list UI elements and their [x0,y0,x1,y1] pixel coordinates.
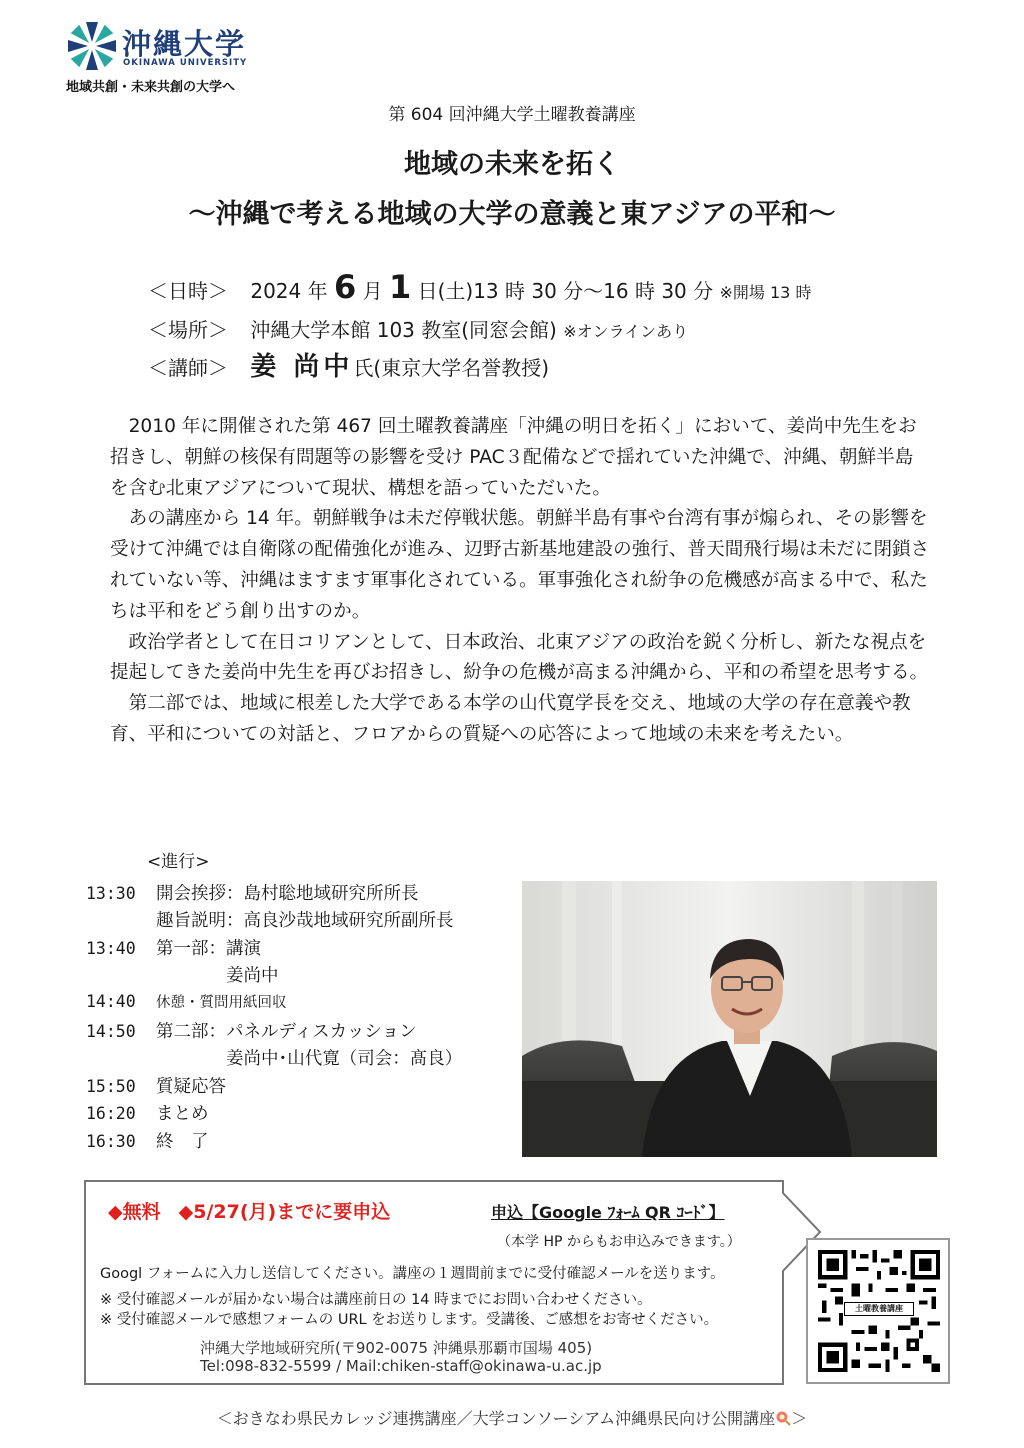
program-item [86,1100,209,1125]
date-row [148,268,811,306]
contact-tel-mail: Tel:098-832-5599 / Mail:chiken-staff@okinawa-u.ac.jp [200,1357,602,1375]
program-item [86,880,419,905]
program-text: 姜尚中･山代寛（司会：髙良） [156,1049,463,1069]
footer-end: ＞ [791,1409,808,1428]
program-text: 第一部：講演 [156,939,261,959]
date-year: 2024 年 [250,279,328,303]
apply-highlight [108,1197,390,1224]
apply-warning: ※ 受付確認メールが届かない場合は講座前日の 14 時までにお問い合わせください。 [100,1292,652,1308]
lecture-series: 第 604 回沖縄大学土曜教養講座 [388,105,636,125]
apply-link[interactable]: 申込【Google ﾌｫｰﾑ QR ｺｰﾄﾞ】 [491,1203,725,1222]
program-item [86,991,287,1012]
apply-instruction: Googl フォームに入力し送信してください。講座の１週間前までに受付確認メールを送ります。 [100,1266,725,1282]
free-label: ◆無料 [108,1201,161,1223]
description-paragraph: 第二部では、地域に根差した大学である本学の山代寛学長を交え、地域の大学の存在意義や教育、平和についての対話と、フロアからの質疑への応答によって地域の未来を考えたい。 [110,693,911,745]
place-note: ※オンラインあり [563,322,689,341]
program-time: 15:50 [86,1077,136,1096]
description [110,412,930,751]
program-time: 13:40 [86,939,136,958]
contact-address: 沖縄大学地域研究所(〒902-0075 沖縄県那覇市国場 405) [200,1339,593,1357]
description-paragraph: 政治学者として在日コリアンとして、日本政治、北東アジアの政治を鋭く分析し、新たな視点を提起してきた姜尚中先生を再びお招きし、紛争の危機が高まる沖縄から、平和の希望を思考する。 [110,631,929,684]
footer-note [0,1406,1024,1429]
page-title: 地域の未来を拓く [404,149,620,180]
program-time: 14:50 [86,1022,136,1041]
program-text: 休憩・質問用紙回収 [156,995,287,1011]
program-time: 13:30 [86,884,136,903]
description-paragraph: 2010 年に開催された第 467 回土曜教養講座「沖縄の明日を拓く」において、姜尚中先生をお招きし、朝鮮の核保有問題等の影響を受け PAC３配備などで揺れていた沖縄で、沖縄、朝鮮半島を含む北東アジアについて現状、構想を語っていただいた。 [110,416,917,499]
lecturer-photo [522,881,937,1157]
apply-feedback-note: ※ 受付確認メールで感想フォームの URL をお送りします。受講後、ご感想をお寄せください。 [100,1312,719,1328]
date-day: 1 [388,268,412,306]
program-text: 趣旨説明：高良沙哉地域研究所副所長 [156,911,454,931]
place-value: 沖縄大学本館 103 教室(同窓会館) [250,318,557,342]
deadline-label: ◆5/27(月)までに要申込 [178,1201,391,1223]
university-logo [66,20,286,95]
program-item [86,962,279,987]
program-heading: <進行> [147,852,210,872]
program-item [86,1045,462,1070]
logo-slogan: 地域共創・未来共創の大学へ [66,80,236,95]
date-note: ※開場 13 時 [719,283,812,302]
program-text: まとめ [156,1104,209,1124]
program-text: 質疑応答 [156,1077,226,1097]
pinwheel-logo-icon [66,20,118,72]
program-item [86,1128,209,1153]
page-subtitle: ～沖縄で考える地域の大学の意義と東アジアの平和～ [188,199,836,230]
program-item [86,907,454,932]
program-text: 開会挨拶：島村聡地域研究所所長 [156,884,419,904]
lecturer-suffix: 氏(東京大学名誉教授) [353,356,550,380]
logo-name-en: OKINAWA UNIVERSITY [123,58,248,68]
place-row [148,314,688,343]
lecturer-name: 姜 尚中 [250,352,354,382]
place-label: ＜場所＞ [148,318,228,342]
lecturer-row [148,346,549,383]
program-text: 終 了 [156,1132,209,1152]
date-rest: 日(土)13 時 30 分～16 時 30 分 [417,279,714,303]
qr-code-frame[interactable] [806,1238,950,1384]
date-month-unit: 月 [362,279,383,303]
apply-note: （本学 HP からもお申込みできます。） [497,1234,741,1250]
qr-label: 土曜教養講座 [844,1302,914,1316]
program-item [86,935,261,960]
program-time: 16:30 [86,1132,136,1151]
footer-text: ＜おきなわ県民カレッジ連携講座／大学コンソーシアム沖縄県民向け公開講座 [216,1409,776,1428]
program-time: 14:40 [86,992,136,1011]
program-text: 姜尚中 [156,966,279,986]
program-time: 16:20 [86,1104,136,1123]
logo-name: 沖縄大学 [122,27,247,61]
program-text: 第二部：パネルディスカッション [156,1022,417,1042]
program-item [86,1073,226,1098]
date-month: 6 [333,268,357,306]
description-paragraph: あの講座から 14 年。朝鮮戦争は未だ停戦状態。朝鮮半島有事や台湾有事が煽られ、その影響を受けて沖縄では自衛隊の配備強化が進み、辺野古新基地建設の強行、普天間飛行場は未だに閉鎖されていない等、沖縄はますます軍事化されている。軍事強化され紛争の危機感が高まる中で、私たちは平和をどう創り出すのか。 [110,508,930,622]
program-item [86,1018,417,1043]
date-label: ＜日時＞ [148,279,228,303]
lecturer-label: ＜講師＞ [148,356,228,380]
lollipop-icon [775,1410,791,1426]
